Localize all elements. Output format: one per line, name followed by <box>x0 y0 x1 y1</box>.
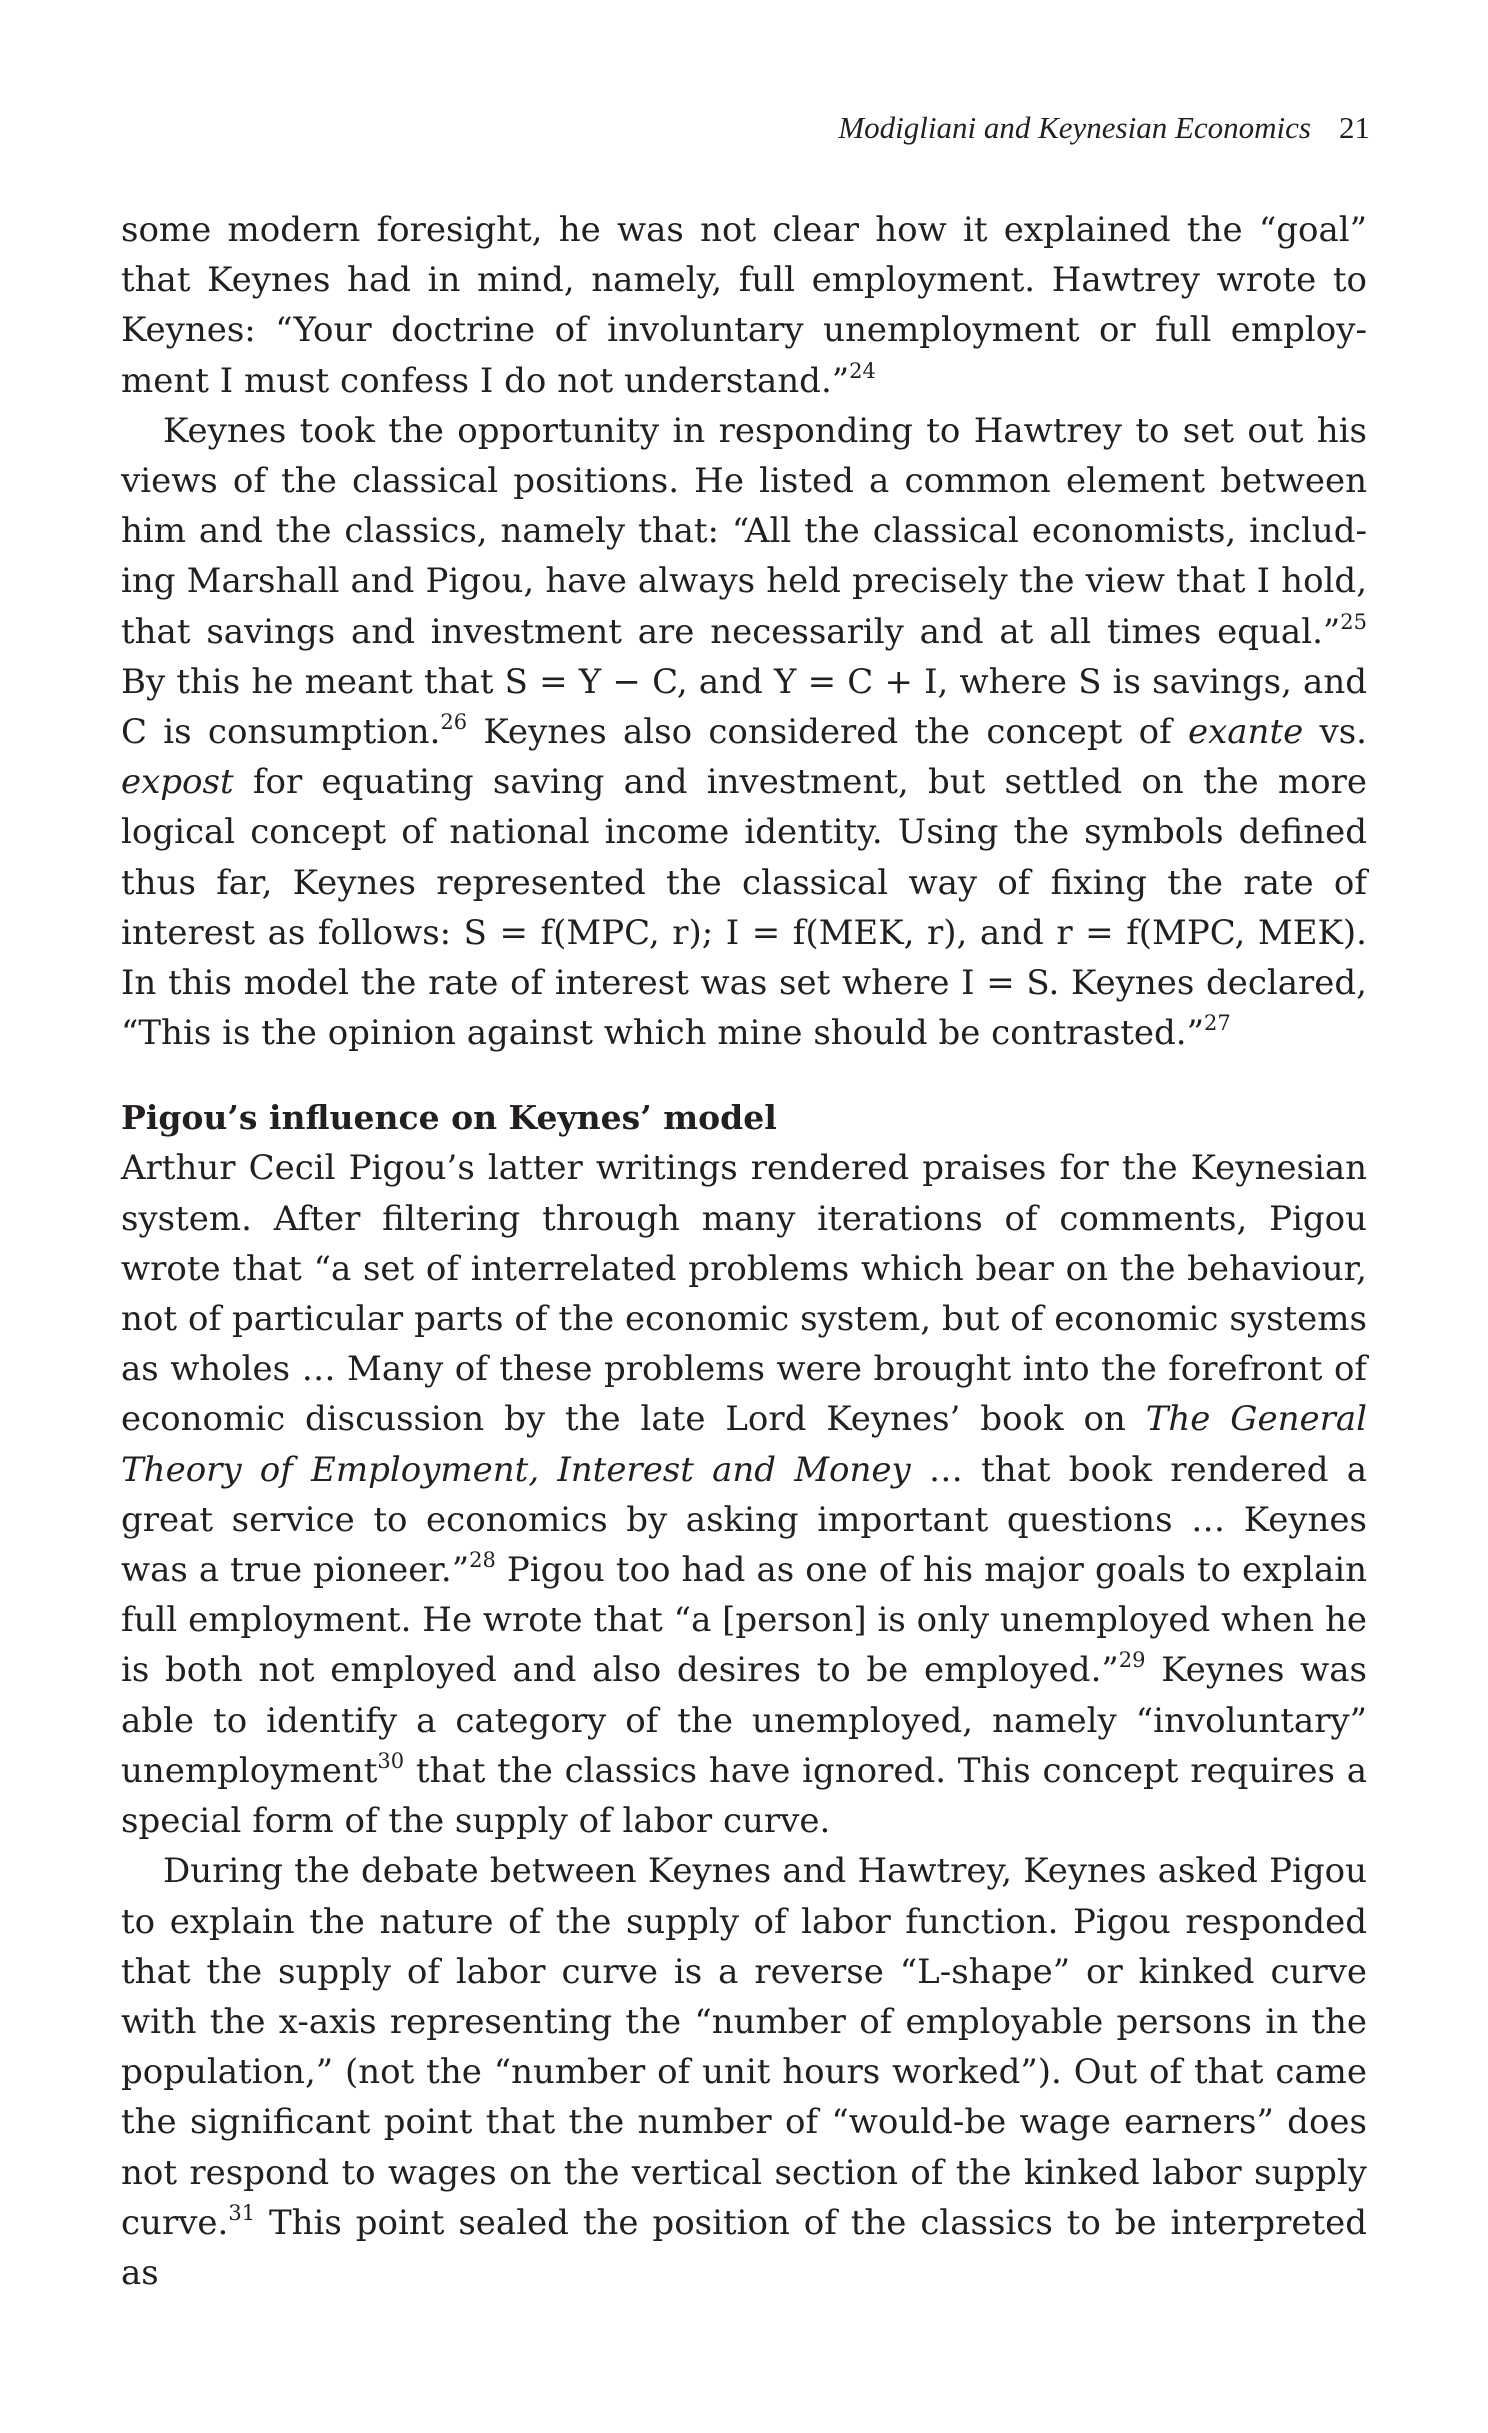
paragraph-2-text-d: vs. <box>1303 712 1367 753</box>
paragraph-2-text-e: for equating saving and investment, but settled on the more logical concept of national income identity. Using the symbols defined thus far, Keynes represented the classical way of fixing the rate of interest as follows: S = f(MPC, r); I = f(MEK, r), and r = f(MPC, MEK). In this model the rate of interest was set where I = S. Keynes declared, “This is the opinion against which mine should be contrasted.” <box>121 762 1367 1054</box>
paragraph-1 <box>121 205 1367 406</box>
page-number: 21 <box>1339 110 1370 145</box>
footnote-ref-24[interactable]: 24 <box>849 358 876 383</box>
paragraph-2-text-c: Keynes also considered the concept of <box>467 712 1188 753</box>
paragraph-3-text-a: Arthur Cecil Pigou’s latter writings rendered praises for the Keynesian system. After filtering through many iterations of comments, Pigou wrote that “a set of interrelated problems which bear on the behaviour, not of particular parts of the economic system, but of economic systems as wholes … Many of these problems were brought into the forefront of economic discussion by the late Lord Keynes’ book on <box>121 1148 1367 1440</box>
footnote-ref-28[interactable]: 28 <box>469 1548 496 1573</box>
running-header <box>838 108 1370 148</box>
footnote-ref-26[interactable]: 26 <box>440 710 468 735</box>
section-heading: Pigou’s influence on Keynes’ model <box>121 1098 777 1138</box>
paragraph-2-text-a: Keynes took the opportunity in responding to Hawtrey to set out his views of the classical positions. He listed a common element between him and the classics, namely that: “All the classical economists, including Marshall and Pigou, have always held precisely the view that I hold, that savings and investment are necessarily and at all times equal.” <box>121 410 1367 652</box>
footnote-ref-29[interactable]: 29 <box>1118 1648 1146 1673</box>
paragraph-3-text-d: Keynes was able to identify a category of the unemployed, namely “involuntary” unemployment <box>121 1650 1367 1791</box>
paragraph-2-text-b: By this he meant that S = Y − C, and Y = C + I, where S is savings, and C is consumption. <box>121 661 1367 753</box>
paragraph-3-text-b: … that book rendered a great service to economics by asking important questions … Keynes was a true pioneer.” <box>121 1449 1367 1591</box>
body-text <box>121 205 1367 2298</box>
paragraph-1-text: some modern foresight, he was not clear how it explained the “goal” that Keynes had in mind, namely, full employment. Hawtrey wrote to Keynes: “Your doctrine of involuntary unemployment or full employment I must confess I do not understand.” <box>121 210 1367 401</box>
paragraph-2 <box>121 406 1367 1059</box>
footnote-ref-30[interactable]: 30 <box>377 1748 405 1773</box>
paragraph-4-text-a: During the debate between Keynes and Hawtrey, Keynes asked Pigou to explain the nature of the supply of labor function. Pigou responded that the supply of labor curve is a reverse “L-shape” or kinked curve with the x-axis representing the “number of employable persons in the population,” (not the “number of unit hours worked”). Out of that came the significant point that the number of “would-be wage earners” does not respond to wages on the vertical section of the kinked labor supply curve. <box>121 1851 1367 2243</box>
term-exante: exante <box>1187 712 1304 753</box>
paragraph-3-text-e: that the classics have ignored. This concept requires a special form of the supply of labor curve. <box>121 1750 1367 1842</box>
footnote-ref-31[interactable]: 31 <box>228 2200 256 2225</box>
footnote-ref-27[interactable]: 27 <box>1203 1011 1231 1036</box>
footnote-ref-25[interactable]: 25 <box>1340 609 1367 634</box>
paragraph-4-text-b: This point sealed the position of the classics to be interpreted as <box>121 2202 1367 2293</box>
book-title: The General Theory of Employment, Interest and Money <box>121 1399 1367 1490</box>
paragraph-3 <box>121 1143 1367 1846</box>
paragraph-4 <box>121 1846 1367 2298</box>
running-title: Modigliani and Keynesian Economics <box>838 110 1311 145</box>
paragraph-3-text-c: Pigou too had as one of his major goals to explain full employment. He wrote that “a [person] is only unemployed when he is both not employed and also desires to be employed.” <box>121 1550 1367 1691</box>
term-expost: expost <box>121 762 234 803</box>
